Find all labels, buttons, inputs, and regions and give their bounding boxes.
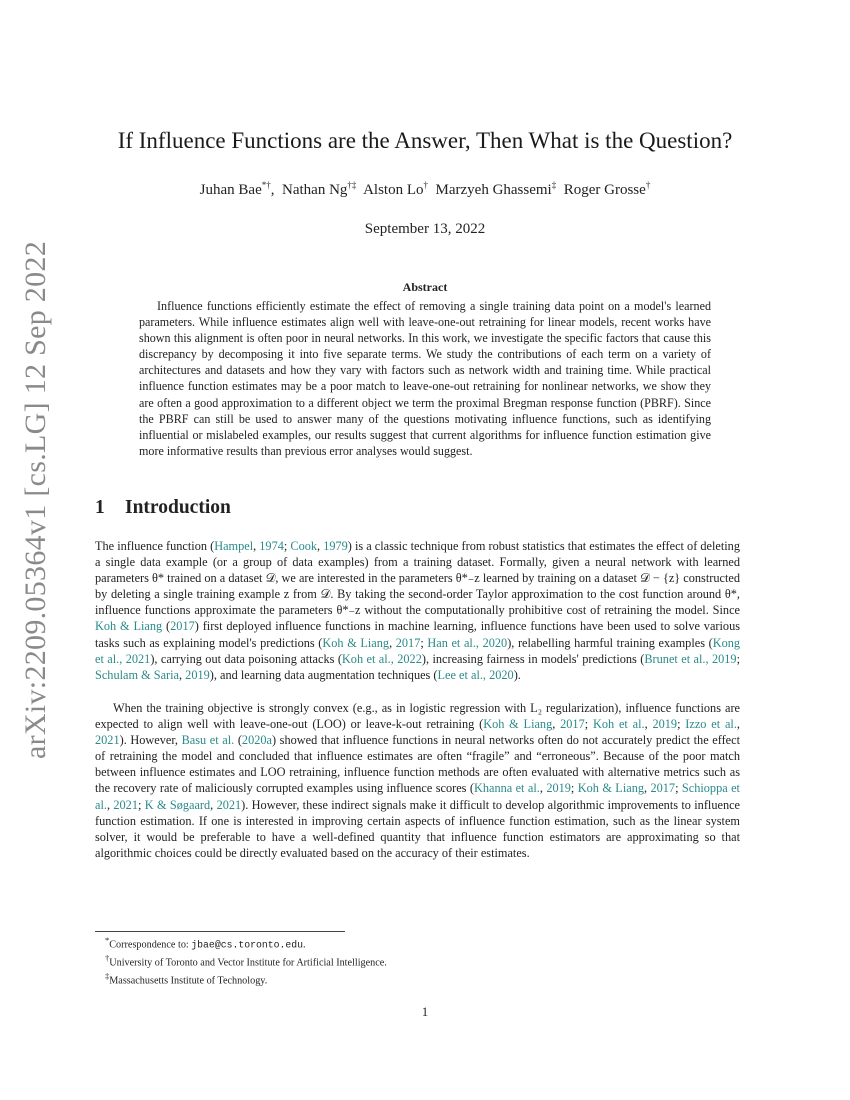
page-number: 1: [421, 1005, 429, 1019]
citation-link[interactable]: 2021: [216, 797, 242, 812]
footnote-divider: [95, 931, 345, 932]
footnotes: [105, 934, 387, 988]
citation-link[interactable]: 2017: [650, 781, 676, 796]
text: ,: [736, 717, 740, 732]
citation-link[interactable]: Han et al., 2020: [427, 635, 508, 650]
citation-link[interactable]: Basu et al.: [181, 733, 235, 748]
author-list: Juhan Bae*†, Nathan Ng†‡ Alston Lo† Marzyeh Ghassemi‡ Roger Grosse†: [199, 180, 651, 198]
citation-link[interactable]: Izzo et al.: [685, 717, 737, 732]
footnote: [105, 952, 387, 970]
citation-link[interactable]: 2019: [652, 717, 678, 732]
text: ,: [253, 539, 260, 553]
abstract-text: Influence functions efficiently estimate the effect of removing a single training data point on a model's learned parameters. While influence estimates align well with leave-one-out retraining for linear models, recent works have shown this alignment is often poor in neural networks. In this work, we investigate the specific factors that cause this discrepancy by decomposing it into five separate terms. We study the contributions of each term on a variety of architectures and datasets and how they vary with factors such as network width and training time. While practical influence function estimates may be a poor match to leave-one-out retraining for nonlinear networks, we show they are often a good approximation to a different object we term the proximal Bregman response function (PBRF). Since the PBRF can still be used to answer many of the questions motivating influence functions, such as identifying influential or mislabeled examples, our results suggest that current algorithms for influence function estimation give more informative results than previous error analyses would suggest.: [139, 299, 711, 458]
text: ,: [210, 797, 217, 812]
text: ). However, these indirect signals make it difficult to develop algorithmic improvements to influence function estimation. If one is interested in improving certain aspects of influence function estimation, such as the linear system solver, it would be preferable to have a well-defined quantity that influence function estimators are approximating so that algorithmic choices could be directly evaluated based on the accuracy of their estimates.: [95, 797, 741, 860]
footnote-text: University of Toronto and Vector Institute for Artificial Intelligence.: [109, 957, 387, 969]
citation-link[interactable]: Koh et al., 2022: [341, 651, 422, 666]
text: ), carrying out data poisoning attacks (: [150, 651, 342, 666]
citation-link[interactable]: Koh & Liang: [483, 717, 553, 732]
text: ;: [283, 539, 291, 553]
text: ,: [552, 717, 561, 732]
author: Alston Lo: [363, 182, 424, 198]
text: ;: [736, 651, 740, 666]
citation-link[interactable]: Cook: [290, 539, 318, 553]
citation-link[interactable]: 1979: [323, 539, 348, 553]
arxiv-stamp-text: arXiv:2209.05364v1 [cs.LG] 12 Sep 2022: [19, 240, 52, 760]
text: ;: [677, 717, 686, 732]
citation-link[interactable]: Hampel: [214, 539, 254, 553]
author-marks: †‡: [347, 180, 357, 190]
section-number: 1: [95, 497, 105, 518]
citation-link[interactable]: Koh et al.: [592, 717, 645, 732]
text: ,: [106, 797, 114, 812]
footnote-mark: *: [105, 935, 110, 945]
text: ;: [420, 635, 428, 650]
citation-link[interactable]: 1974: [259, 539, 284, 553]
publication-date: September 13, 2022: [364, 221, 486, 237]
author-marks: †: [423, 180, 429, 190]
citation-link[interactable]: Brunet et al., 2019: [644, 651, 737, 666]
text: ) showed that influence functions in neural networks often do not accurately predict the effect of retraining the model and concluded that influence estimates are often “fragile” and “erroneous”. Because of the poor match between influence estimates and LOO retraining, influence function methods are often evaluated with alternative metrics such as the recovery rate of maliciously corrupted examples using influence scores (: [95, 733, 740, 796]
text: (: [162, 619, 171, 634]
citation-link[interactable]: 2017: [170, 619, 195, 634]
author: Marzyeh Ghassemi: [435, 182, 552, 198]
citation-link[interactable]: 2019: [546, 781, 571, 796]
citation-link[interactable]: Schioppa et al.: [95, 781, 740, 812]
text: ,: [644, 781, 651, 796]
text: ;: [584, 717, 593, 732]
author: Juhan Bae: [199, 182, 262, 198]
citation-link[interactable]: 2021: [113, 797, 138, 812]
arxiv-stamp: [6, 240, 66, 760]
text: ;: [675, 781, 682, 796]
paper-title: If Influence Functions are the Answer, Then What is the Question?: [117, 128, 733, 153]
text: ,: [179, 667, 186, 682]
citation-link[interactable]: Schulam & Saria: [95, 667, 180, 682]
citation-link[interactable]: Khanna et al.: [473, 781, 540, 796]
text: (: [234, 733, 242, 748]
intro-paragraph-2: [95, 700, 740, 861]
footnote-text: Massachusetts Institute of Technology.: [109, 975, 268, 987]
text: When the training objective is strongly convex (e.g., as in logistic regression with L₂ regularization), influence functions are expected to align well with leave-one-out (LOO) or leave-k-out retraining (: [95, 701, 740, 732]
citation-link[interactable]: 2021: [95, 733, 120, 748]
text: ).: [513, 667, 521, 682]
text: ;: [137, 797, 145, 812]
text: ,: [389, 635, 396, 650]
footnote-mark: †: [105, 952, 110, 963]
section-heading: [95, 497, 231, 519]
author: Roger Grosse: [563, 182, 646, 198]
author: Nathan Ng: [282, 182, 348, 198]
footnote-text: Correspondence to:: [109, 939, 192, 951]
text: ), relabelling harmful training examples (: [507, 635, 713, 650]
text: ) is a classic technique from robust statistics that estimates the effect of deleting a single data example (or a group of data examples) from a training dataset. Formally, given a neural network with learned parameters θ* trained on a dataset 𝒟, we are interested in the parameters θ*₋z learned by training on a dataset 𝒟 − {z} constructed by deleting a single training example z from 𝒟. By taking the second-order Taylor approximation to the cost function around θ*, influence functions approximate the parameters θ*₋z without the computationally prohibitive cost of retraining the model. Since: [95, 539, 740, 618]
citation-link[interactable]: Koh & Liang: [322, 635, 390, 650]
footnote: [105, 970, 387, 988]
text: ;: [570, 781, 578, 796]
citation-link[interactable]: 2020a: [241, 733, 272, 748]
text: ,: [539, 781, 547, 796]
citation-link[interactable]: K & Søgaard: [144, 797, 211, 812]
intro-paragraph-1: [95, 538, 740, 683]
email-link[interactable]: jbae@cs.toronto.edu: [191, 939, 303, 951]
section-title: Introduction: [125, 497, 231, 518]
footnote: [105, 934, 387, 952]
citation-link[interactable]: Koh & Liang: [577, 781, 644, 796]
citation-link[interactable]: Kong et al., 2021: [95, 635, 741, 666]
text: ,: [644, 717, 653, 732]
text: The influence function (: [95, 539, 215, 553]
abstract-heading: Abstract: [402, 280, 448, 294]
author-marks: †: [645, 180, 651, 190]
author-marks: *†: [261, 180, 271, 190]
citation-link[interactable]: 2017: [560, 717, 585, 732]
footnote-text: .: [303, 939, 306, 951]
citation-link[interactable]: 2017: [395, 635, 421, 650]
author-marks: ‡: [551, 180, 557, 190]
text: ), increasing fairness in models' predictions (: [421, 651, 645, 666]
citation-link[interactable]: 2019: [185, 667, 210, 682]
citation-link[interactable]: Lee et al., 2020: [437, 667, 514, 682]
text: ), and learning data augmentation techniques (: [209, 667, 438, 682]
text: ). However,: [119, 733, 182, 748]
text: ,: [317, 539, 324, 553]
text: ) first deployed influence functions in machine learning, influence functions have been used to solve various tasks such as explaining model's predictions (: [95, 619, 741, 650]
footnote-mark: ‡: [105, 970, 110, 981]
citation-link[interactable]: Koh & Liang: [95, 619, 163, 634]
